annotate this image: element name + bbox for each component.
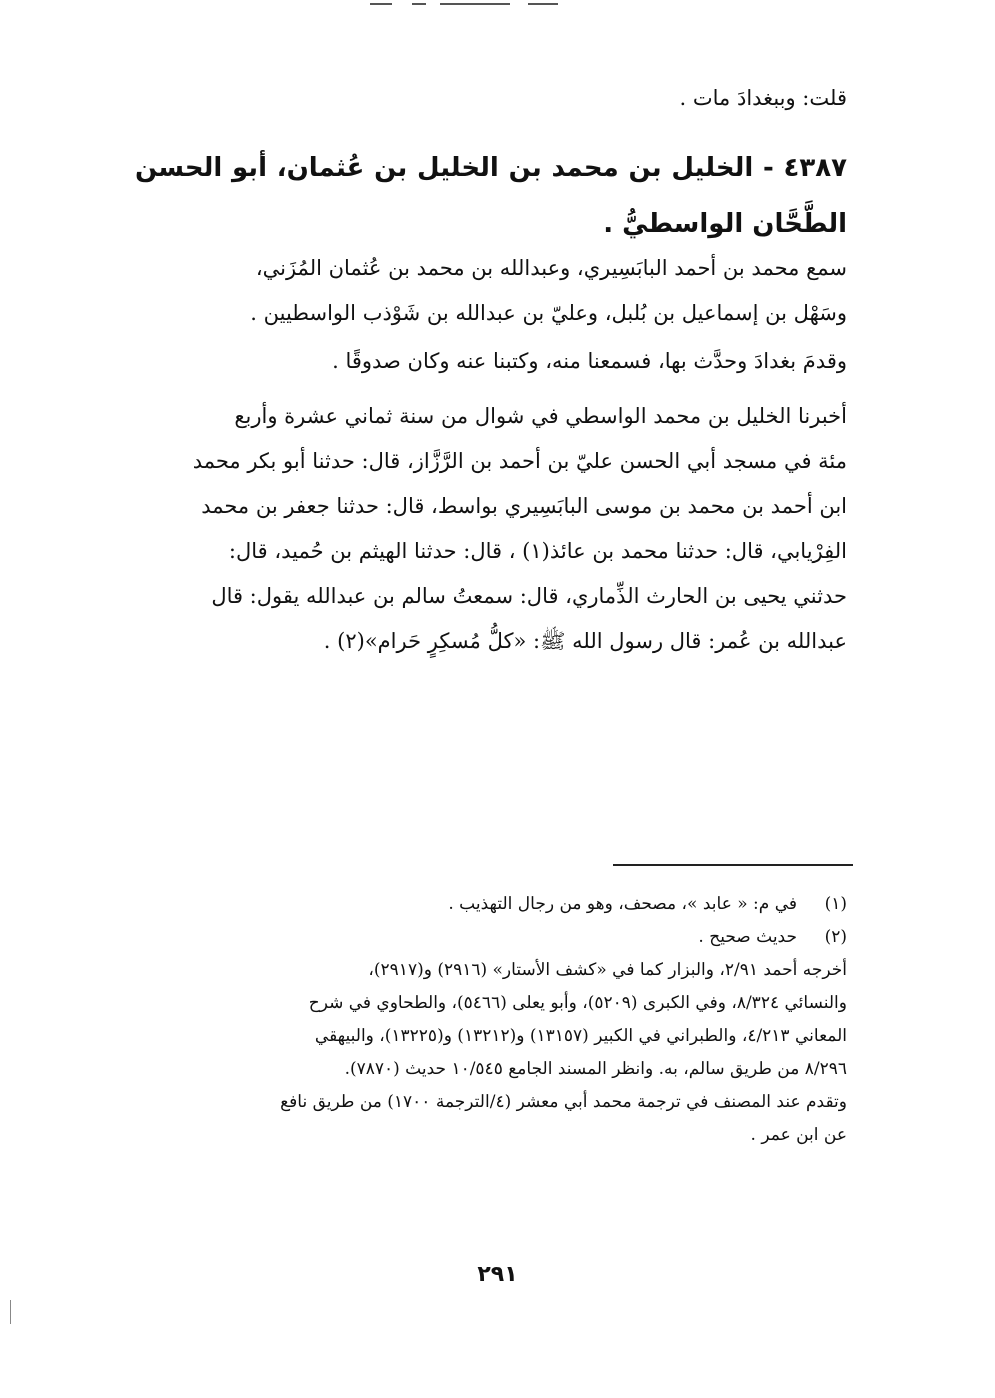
entry-heading: ٤٣٨٧ - الخليل بن محمد بن الخليل بن عُثمان، أبو الحسن الطَّحَّان الواسطيُّ . [135,153,847,239]
page-number: ٢٩١ [477,1262,518,1287]
footnote-text: حديث صحيح . [698,927,797,947]
footnote-2 [135,921,847,954]
footnote-line: أخرجه أحمد ٢/٩١، والبزار كما في «كشف الأستار» (٢٩١٦) و(٢٩١٧)، [368,960,847,980]
footnote-line: عن ابن عمر . [750,1125,847,1145]
footnote-text: في م: « عابد »، مصحف، وهو من رجال التهذيب . [448,894,797,914]
footnotes [135,888,847,1152]
footnote-line: المعاني ٤/٢١٣، والطبراني في الكبير (١٣١٥٧) و(١٣٢١٢) و(١٣٢٢٥)، والبيهقي [314,1026,847,1046]
footnote-separator [613,864,853,866]
text-line: عبدالله بن عُمر: قال رسول الله ﷺ: «كلُّ مُسكِرٍ حَرام»(٢) . [323,629,847,653]
scan-top-marks [360,0,600,8]
text-line: مئة في مسجد أبي الحسن عليّ بن أحمد بن الرَّزَّاز، قال: حدثنا أبو بكر محمد [192,449,847,473]
text-line: الفِرْيابي، قال: حدثنا محمد بن عائذ(١) ، قال: حدثنا الهيثم بن حُميد، قال: [228,539,847,563]
preceding-line: قلت: وببغدادَ مات . [679,86,847,110]
text-line: وسَهْل بن إسماعيل بن بُلبل، وعليّ بن عبدالله بن شَوْذب الواسطيين . [250,301,847,325]
footnote-line: وتقدم عند المصنف في ترجمة محمد أبي معشر (٤/الترجمة ١٧٠٠) من طريق نافع [280,1092,847,1112]
scan-edge-mark [10,1300,11,1324]
footnote-line: ٨/٢٩٦ من طريق سالم، به. وانظر المسند الجامع ١٠/٥٤٥ حديث (٧٨٧٠). [344,1059,847,1079]
footnote-1 [135,888,847,921]
isnad-paragraph [135,394,847,664]
text-line: وقدمَ بغدادَ وحدَّث بها، فسمعنا منه، وكتبنا عنه وكان صدوقًا . [332,349,847,373]
footnote-marker: (١) [824,894,847,914]
text-line: أخبرنا الخليل بن محمد الواسطي في شوال من سنة ثماني عشرة وأربع [234,404,847,428]
text-line: ابن أحمد بن محمد بن موسى البابَسِيري بواسط، قال: حدثنا جعفر بن محمد [201,494,847,518]
text-line: سمع محمد بن أحمد البابَسِيري، وعبدالله بن محمد بن عُثمان المُزَني، [255,256,847,280]
arrival-paragraph [135,339,847,384]
text-line: حدثني يحيى بن الحارث الذِّماري، قال: سمعتُ سالم بن عبدالله يقول: قال [211,584,847,608]
footnote-line: والنسائي ٨/٣٢٤، وفي الكبرى (٥٢٠٩)، وأبو يعلى (٥٤٦٦)، والطحاوي في شرح [308,993,847,1013]
footnote-marker: (٢) [824,927,847,947]
biography-paragraph [135,246,847,336]
